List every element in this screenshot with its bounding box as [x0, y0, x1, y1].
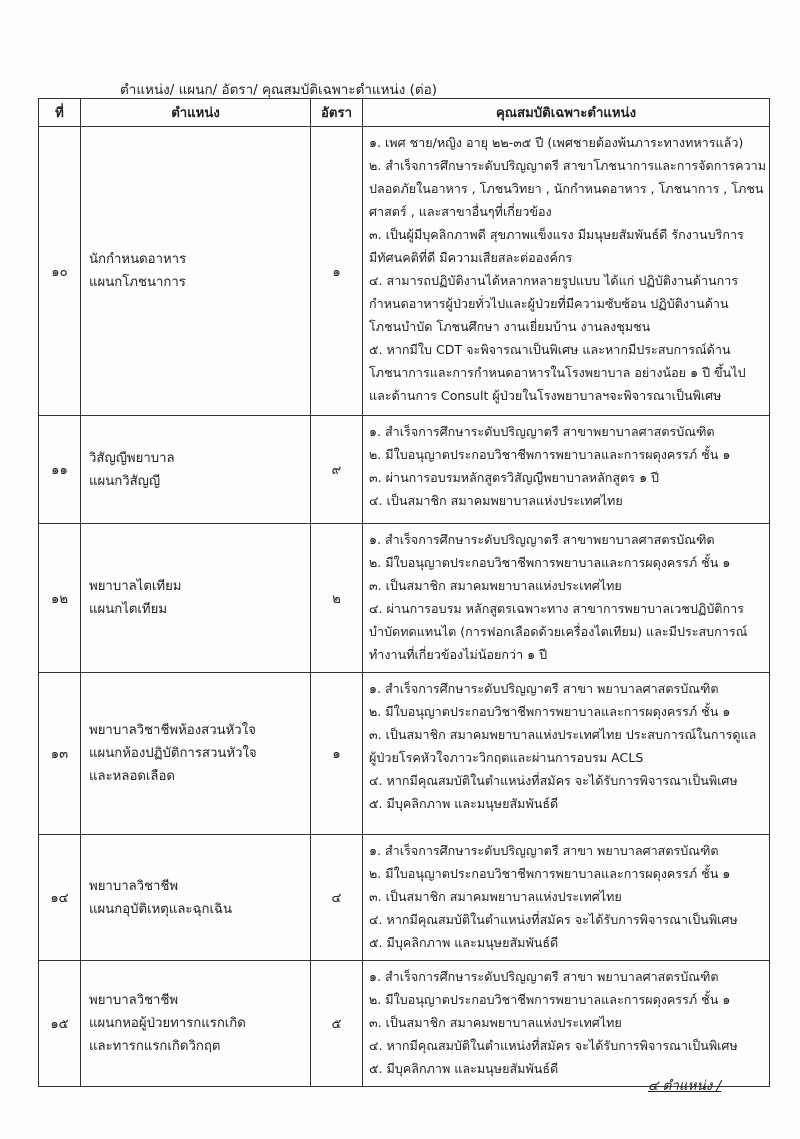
row-number-text: ๑๐ [51, 264, 68, 280]
qualification-line: ๑. สำเร็จการศึกษาระดับปริญญาตรี สาขาพยาบาลศาสตรบัณฑิต [369, 424, 715, 439]
rate-cell [311, 127, 363, 416]
qualification-line: ๔. หากมีคุณสมบัติในตำแหน่งที่สมัคร จะได้รับการพิจารณาเป็นพิเศษ [369, 1038, 738, 1053]
position-cell [81, 835, 311, 961]
row-number-text: ๑๑ [51, 463, 68, 478]
qualification-line: ๑. สำเร็จการศึกษาระดับปริญญาตรี สาขาพยาบาลศาสตรบัณฑิต [369, 532, 715, 547]
qualification-line: ๕. มีบุคลิกภาพ และมนุษยสัมพันธ์ดี [369, 796, 559, 811]
table-row [39, 961, 770, 1087]
qualification-line: ๒. มีใบอนุญาตประกอบวิชาชีพการพยาบาลและการผดุงครรภ์ ชั้น ๑ [369, 704, 731, 719]
position-title: พยาบาลวิชาชีพ [89, 878, 179, 894]
table-caption: ตำแหน่ง/ แผนก/ อัตรา/ คุณสมบัติเฉพาะตำแหน่ง (ต่อ) [120, 82, 438, 98]
row-number [39, 961, 81, 1087]
table-header [39, 99, 770, 127]
position-title: พยาบาลวิชาชีพห้องสวนหัวใจ [89, 723, 256, 738]
qualification-line: ๓. เป็นสมาชิก สมาคมพยาบาลแห่งประเทศไทย [369, 578, 622, 593]
department-name-cont: และทารกแรกเกิดวิกฤต [89, 1039, 221, 1054]
qualification-line: บำบัดทดแทนไต (การฟอกเลือดด้วยเครื่องไตเทียม) และมีประสบการณ์ [369, 624, 748, 639]
row-number-text: ๑๒ [50, 591, 69, 607]
position-cell [81, 127, 311, 416]
position-title: พยาบาลไตเทียม [89, 579, 182, 594]
position-cell [81, 961, 311, 1087]
row-number-text: ๑๔ [50, 891, 69, 906]
rate-value: ๙ [331, 463, 342, 478]
table-row [39, 673, 770, 835]
row-number [39, 127, 81, 416]
qualifications-cell [363, 524, 770, 673]
qualification-line: ๑. เพศ ชาย/หญิง อายุ ๒๒-๓๕ ปี (เพศชายต้องพ้นภาระทางทหารแล้ว) [369, 135, 744, 150]
position-cell [81, 416, 311, 524]
rate-value: ๔ [331, 891, 342, 906]
qualification-line: ๔. หากมีคุณสมบัติในตำแหน่งที่สมัคร จะได้รับการพิจารณาเป็นพิเศษ [369, 912, 738, 927]
qualification-line: ๔. สามารถปฏิบัติงานได้หลากหลายรูปแบบ ได้แก่ ปฏิบัติงานด้านการ [369, 273, 739, 288]
department-name: แผนกวิสัญญี [89, 473, 161, 489]
table-row [39, 127, 770, 416]
qualification-line: ๓. เป็นสมาชิก สมาคมพยาบาลแห่งประเทศไทย [369, 1015, 622, 1030]
qualifications-cell [363, 961, 770, 1087]
qualification-line: ๑. สำเร็จการศึกษาระดับปริญญาตรี สาขา พยาบาลศาสตรบัณฑิต [369, 969, 719, 984]
rate-cell [311, 416, 363, 524]
qualifications-cell [363, 673, 770, 835]
qualification-line: ๓. เป็นสมาชิก สมาคมพยาบาลแห่งประเทศไทย ประสบการณ์ในการดูแล [369, 727, 757, 742]
rate-cell [311, 961, 363, 1087]
qualification-line: กำหนดอาหารผู้ป่วยทั่วไปและผู้ป่วยที่มีความซับซ้อน ปฏิบัติงานด้าน [369, 296, 729, 311]
qualifications-cell [363, 416, 770, 524]
rate-cell [311, 673, 363, 835]
department-name: แผนกหอผู้ป่วยทารกแรกเกิด [89, 1016, 246, 1031]
position-title: วิสัญญีพยาบาล [89, 450, 175, 466]
table-row [39, 524, 770, 673]
header-qualifications: คุณสมบัติเฉพาะตำแหน่ง [363, 99, 770, 127]
rate-cell [311, 835, 363, 961]
department-name: แผนกห้องปฏิบัติการสวนหัวใจ [89, 746, 257, 761]
header-position: ตำแหน่ง [81, 99, 311, 127]
rate-cell [311, 524, 363, 673]
row-number [39, 524, 81, 673]
qualification-line: ๑. สำเร็จการศึกษาระดับปริญญาตรี สาขา พยาบาลศาสตรบัณฑิต [369, 843, 719, 858]
qualification-line: ๒. มีใบอนุญาตประกอบวิชาชีพการพยาบาลและการผดุงครรภ์ ชั้น ๑ [369, 555, 731, 570]
qualification-line: ๓. เป็นผู้มีบุคลิกภาพดี สุขภาพแข็งแรง มีมนุษยสัมพันธ์ดี รักงานบริการ [369, 227, 744, 242]
positions-table [38, 98, 770, 1087]
header-rate: อัตรา [311, 99, 363, 127]
department-name: แผนกโภชนาการ [89, 275, 186, 290]
table-row [39, 416, 770, 524]
qualification-line: มีทัศนคติที่ดี มีความเสียสละต่อองค์กร [369, 250, 573, 265]
qualification-line: ทำงานที่เกี่ยวข้องไม่น้อยกว่า ๑ ปี [369, 647, 548, 662]
qualification-line: และด้านการ Consult ผู้ป่วยในโรงพยาบาลฯจะพิจารณาเป็นพิเศษ [369, 388, 722, 403]
qualification-line: ๕. มีบุคลิกภาพ และมนุษยสัมพันธ์ดี [369, 935, 559, 950]
qualification-line: ๑. สำเร็จการศึกษาระดับปริญญาตรี สาขา พยาบาลศาสตรบัณฑิต [369, 681, 719, 696]
department-name-cont: และหลอดเลือด [89, 769, 175, 784]
qualification-line: ๕. หากมีใบ CDT จะพิจารณาเป็นพิเศษ และหากมีประสบการณ์ด้าน [369, 342, 731, 357]
qualification-line: ๔. เป็นสมาชิก สมาคมพยาบาลแห่งประเทศไทย [369, 493, 623, 508]
qualification-line: ๒. มีใบอนุญาตประกอบวิชาชีพการพยาบาลและการผดุงครรภ์ ชั้น ๑ [369, 992, 731, 1007]
qualification-line: ๓. ผ่านการอบรมหลักสูตรวิสัญญีพยาบาลหลักสูตร ๑ ปี [369, 470, 660, 485]
row-number [39, 835, 81, 961]
continuation-note: ๔ ตำแหน่ง / [648, 1078, 722, 1094]
qualification-line: ๔. หากมีคุณสมบัติในตำแหน่งที่สมัคร จะได้รับการพิจารณาเป็นพิเศษ [369, 773, 738, 788]
row-number-text: ๑๕ [50, 1017, 69, 1032]
qualification-line: ศาสตร์ , และสาขาอื่นๆที่เกี่ยวข้อง [369, 204, 552, 219]
row-number-text: ๑๓ [50, 747, 69, 762]
qualification-line: ๔. ผ่านการอบรม หลักสูตรเฉพาะทาง สาขาการพยาบาลเวชปฏิบัติการ [369, 601, 744, 616]
rate-value: ๒ [332, 591, 341, 607]
qualification-line: ๒. มีใบอนุญาตประกอบวิชาชีพการพยาบาลและการผดุงครรภ์ ชั้น ๑ [369, 866, 731, 881]
position-cell [81, 673, 311, 835]
qualification-line: ผู้ป่วยโรคหัวใจภาวะวิกฤตและผ่านการอบรม ACLS [369, 750, 644, 765]
row-number [39, 673, 81, 835]
qualification-line: โภชนาการและการกำหนดอาหารในโรงพยาบาล อย่างน้อย ๑ ปี ขึ้นไป [369, 365, 746, 380]
qualification-line: ๕. มีบุคลิกภาพ และมนุษยสัมพันธ์ดี [369, 1061, 559, 1076]
row-number [39, 416, 81, 524]
position-title: นักกำหนดอาหาร [89, 252, 187, 267]
table-row [39, 835, 770, 961]
department-name: แผนกไตเทียม [89, 602, 168, 617]
qualification-line: ๒. มีใบอนุญาตประกอบวิชาชีพการพยาบาลและการผดุงครรภ์ ชั้น ๑ [369, 447, 731, 462]
header-no: ที่ [39, 99, 81, 127]
qualification-line: ๓. เป็นสมาชิก สมาคมพยาบาลแห่งประเทศไทย [369, 889, 622, 904]
qualifications-cell [363, 835, 770, 961]
qualifications-cell [363, 127, 770, 416]
qualification-line: โภชนบำบัด โภชนศึกษา งานเยี่ยมบ้าน งานลงชุมชน [369, 319, 651, 334]
qualification-line: ปลอดภัยในอาหาร , โภชนวิทยา , นักกำหนดอาหาร , โภชนาการ , โภชน [369, 181, 764, 196]
qualification-line: ๒. สำเร็จการศึกษาระดับปริญญาตรี สาขาโภชนาการและการจัดการความ [369, 158, 767, 173]
rate-value: ๑ [332, 747, 341, 762]
department-name: แผนกอุบัติเหตุและฉุกเฉิน [89, 901, 232, 917]
rate-value: ๕ [331, 1017, 342, 1032]
position-cell [81, 524, 311, 673]
position-title: พยาบาลวิชาชีพ [89, 993, 179, 1008]
rate-value: ๑ [332, 264, 341, 280]
